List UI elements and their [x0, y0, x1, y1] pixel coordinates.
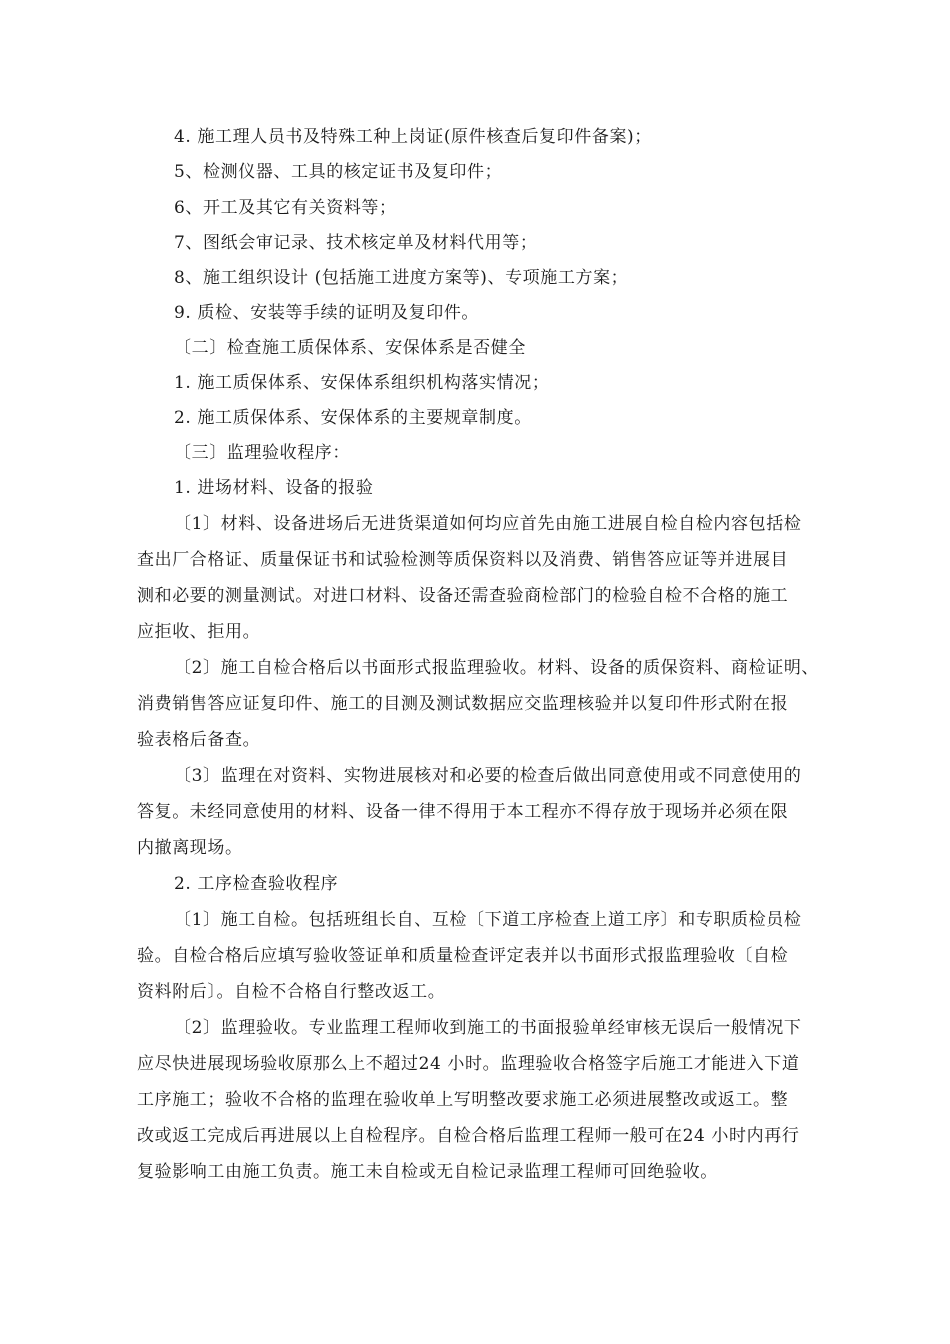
- paragraph-line: 工序施工；验收不合格的监理在验收单上写明整改要求施工必须进展整改或返工。整: [137, 1090, 789, 1110]
- paragraph-line: 〔2〕施工自检合格后以书面形式报监理验收。材料、设备的质保资料、商检证明、: [174, 658, 820, 678]
- paragraph-line: 内撤离现场。: [137, 838, 243, 858]
- paragraph-line: 改或返工完成后再进展以上自检程序。自检合格后监理工程师一般可在24 小时内再行: [137, 1126, 800, 1146]
- subsection-heading: 1. 进场材料、设备的报验: [174, 478, 374, 498]
- list-item-4: 4. 施工理人员书及特殊工种上岗证(原件核查后复印件备案)；: [174, 127, 652, 147]
- paragraph-line: 答复。未经同意使用的材料、设备一律不得用于本工程亦不得存放于现场并必须在限: [137, 802, 789, 822]
- paragraph-line: 应拒收、拒用。: [137, 622, 261, 642]
- section-heading-2: 〔二〕检查施工质保体系、安保体系是否健全: [174, 338, 526, 358]
- list-item-8: 8、施工组织设计 (包括施工进度方案等)、专项施工方案；: [174, 268, 629, 288]
- list-item-5: 5、检测仪器、工具的核定证书及复印件；: [174, 162, 503, 182]
- paragraph-line: 验表格后备查。: [137, 730, 261, 750]
- paragraph-line: 〔2〕监理验收。专业监理工程师收到施工的书面报验单经审核无误后一般情况下: [174, 1018, 802, 1038]
- list-item: 2. 施工质保体系、安保体系的主要规章制度。: [174, 408, 532, 428]
- section-heading-3: 〔三〕监理验收程序：: [174, 443, 350, 463]
- subsection-heading: 2. 工序检查验收程序: [174, 874, 339, 894]
- list-item-6: 6、开工及其它有关资料等；: [174, 198, 397, 218]
- paragraph-line: 测和必要的测量测试。对进口材料、设备还需查验商检部门的检验自检不合格的施工: [137, 586, 789, 606]
- paragraph-line: 消费销售答应证复印件、施工的目测及测试数据应交监理核验并以复印件形式附在报: [137, 694, 789, 714]
- paragraph-line: 复验影响工由施工负责。施工未自检或无自检记录监理工程师可回绝验收。: [137, 1162, 718, 1182]
- paragraph-line: 应尽快进展现场验收原那么上不超过24 小时。监理验收合格签字后施工才能进入下道: [137, 1054, 800, 1074]
- paragraph-line: 〔1〕材料、设备进场后无进货渠道如何均应首先由施工进展自检自检内容包括检: [174, 514, 802, 534]
- list-item-9: 9. 质检、安装等手续的证明及复印件。: [174, 303, 480, 323]
- list-item-7: 7、图纸会审记录、技术核定单及材料代用等；: [174, 233, 538, 253]
- paragraph-line: 〔3〕监理在对资料、实物进展核对和必要的检查后做出同意使用或不同意使用的: [174, 766, 802, 786]
- paragraph-line: 资料附后〕。自检不合格自行整改返工。: [137, 982, 446, 1002]
- paragraph-line: 验。自检合格后应填写验收签证单和质量检查评定表并以书面形式报监理验收〔自检: [137, 946, 789, 966]
- paragraph-line: 查出厂合格证、质量保证书和试验检测等质保资料以及消费、销售答应证等并进展目: [137, 550, 789, 570]
- list-item: 1. 施工质保体系、安保体系组织机构落实情况；: [174, 373, 550, 393]
- paragraph-line: 〔1〕施工自检。包括班组长自、互检〔下道工序检查上道工序〕和专职质检员检: [174, 910, 802, 930]
